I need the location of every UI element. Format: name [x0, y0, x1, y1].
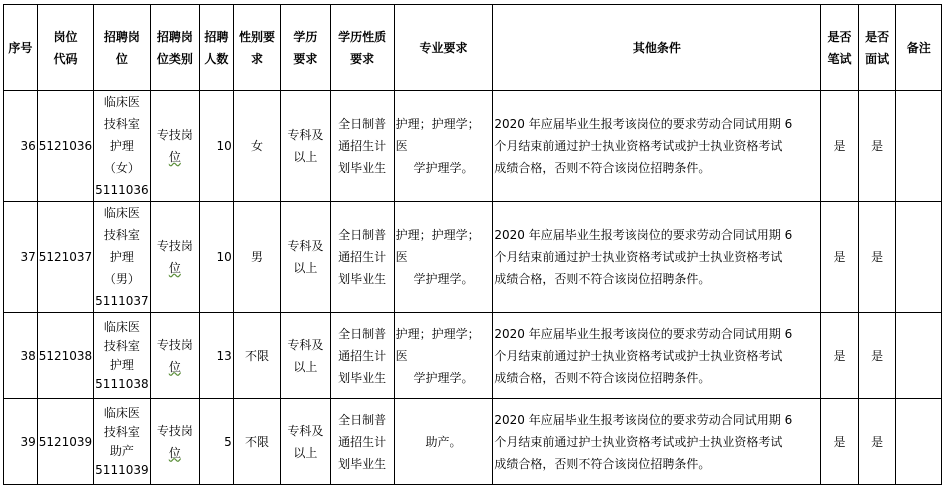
cell-post-name: 临床医 技科室 护理 （女） 5111036	[94, 91, 150, 202]
cell-edu-nature: 全日制普 通招生计 划毕业生	[330, 202, 394, 313]
cell-post-name: 临床医 技科室 护理 5111038	[94, 313, 150, 399]
cell-written: 是	[821, 399, 859, 485]
cell-count: 10	[200, 202, 234, 313]
table-row	[4, 313, 942, 399]
header-edu-nature: 学历性质 要求	[330, 5, 394, 91]
header-post-name: 招聘岗 位	[94, 5, 150, 91]
cell-interview: 是	[858, 91, 896, 202]
header-remark: 备注	[896, 5, 942, 91]
table-row	[4, 91, 942, 202]
cell-count: 10	[200, 91, 234, 202]
cell-edu: 专科及 以上	[281, 202, 330, 313]
cell-written: 是	[821, 313, 859, 399]
header-row	[4, 5, 942, 91]
cell-written: 是	[821, 91, 859, 202]
cell-code: 5121039	[37, 399, 93, 485]
cell-other: 2020 年应届毕业生报考该岗位的要求劳动合同试用期 6 个月结束前通过护士执业资格考试或护士执业资格考试 成绩合格，否则不符合该岗位招聘条件。	[493, 202, 821, 313]
cell-code: 5121038	[37, 313, 93, 399]
cell-edu-nature: 全日制普 通招生计 划毕业生	[330, 91, 394, 202]
cell-gender: 不限	[233, 313, 280, 399]
cell-seq: 36	[4, 91, 38, 202]
table-row	[4, 399, 942, 485]
cell-seq: 37	[4, 202, 38, 313]
header-count: 招聘 人数	[200, 5, 234, 91]
cell-remark	[896, 399, 942, 485]
cell-gender: 男	[233, 202, 280, 313]
cell-major: 助产。	[394, 399, 493, 485]
recruitment-table	[3, 4, 942, 485]
header-major: 专业要求	[394, 5, 493, 91]
cell-count: 5	[200, 399, 234, 485]
cell-remark	[896, 313, 942, 399]
cell-post-type: 专技岗 位	[150, 399, 199, 485]
cell-post-type: 专技岗 位	[150, 91, 199, 202]
header-other: 其他条件	[493, 5, 821, 91]
cell-seq: 38	[4, 313, 38, 399]
cell-seq: 39	[4, 399, 38, 485]
cell-post-type: 专技岗 位	[150, 202, 199, 313]
header-seq: 序号	[4, 5, 38, 91]
header-post-code: 岗位 代码	[37, 5, 93, 91]
cell-other: 2020 年应届毕业生报考该岗位的要求劳动合同试用期 6 个月结束前通过护士执业资格考试或护士执业资格考试 成绩合格，否则不符合该岗位招聘条件。	[493, 313, 821, 399]
cell-gender: 女	[233, 91, 280, 202]
cell-edu: 专科及 以上	[281, 313, 330, 399]
cell-gender: 不限	[233, 399, 280, 485]
cell-post-name: 临床医 技科室 助产 5111039	[94, 399, 150, 485]
header-written: 是否 笔试	[821, 5, 859, 91]
cell-major: 护理；护理学；医 学护理学。	[394, 91, 493, 202]
header-edu: 学历 要求	[281, 5, 330, 91]
cell-post-type: 专技岗 位	[150, 313, 199, 399]
cell-major: 护理；护理学；医 学护理学。	[394, 313, 493, 399]
cell-other: 2020 年应届毕业生报考该岗位的要求劳动合同试用期 6 个月结束前通过护士执业资格考试或护士执业资格考试 成绩合格，否则不符合该岗位招聘条件。	[493, 399, 821, 485]
header-gender: 性别要 求	[233, 5, 280, 91]
cell-other: 2020 年应届毕业生报考该岗位的要求劳动合同试用期 6 个月结束前通过护士执业资格考试或护士执业资格考试 成绩合格，否则不符合该岗位招聘条件。	[493, 91, 821, 202]
cell-edu: 专科及 以上	[281, 399, 330, 485]
cell-remark	[896, 202, 942, 313]
cell-written: 是	[821, 202, 859, 313]
cell-code: 5121036	[37, 91, 93, 202]
cell-major: 护理；护理学；医 学护理学。	[394, 202, 493, 313]
cell-count: 13	[200, 313, 234, 399]
header-interview: 是否 面试	[858, 5, 896, 91]
table-row	[4, 202, 942, 313]
cell-remark	[896, 91, 942, 202]
cell-edu: 专科及 以上	[281, 91, 330, 202]
cell-interview: 是	[858, 313, 896, 399]
cell-post-name: 临床医 技科室 护理 （男） 5111037	[94, 202, 150, 313]
cell-interview: 是	[858, 399, 896, 485]
cell-interview: 是	[858, 202, 896, 313]
cell-code: 5121037	[37, 202, 93, 313]
cell-edu-nature: 全日制普 通招生计 划毕业生	[330, 313, 394, 399]
cell-edu-nature: 全日制普 通招生计 划毕业生	[330, 399, 394, 485]
header-post-type: 招聘岗 位类别	[150, 5, 199, 91]
